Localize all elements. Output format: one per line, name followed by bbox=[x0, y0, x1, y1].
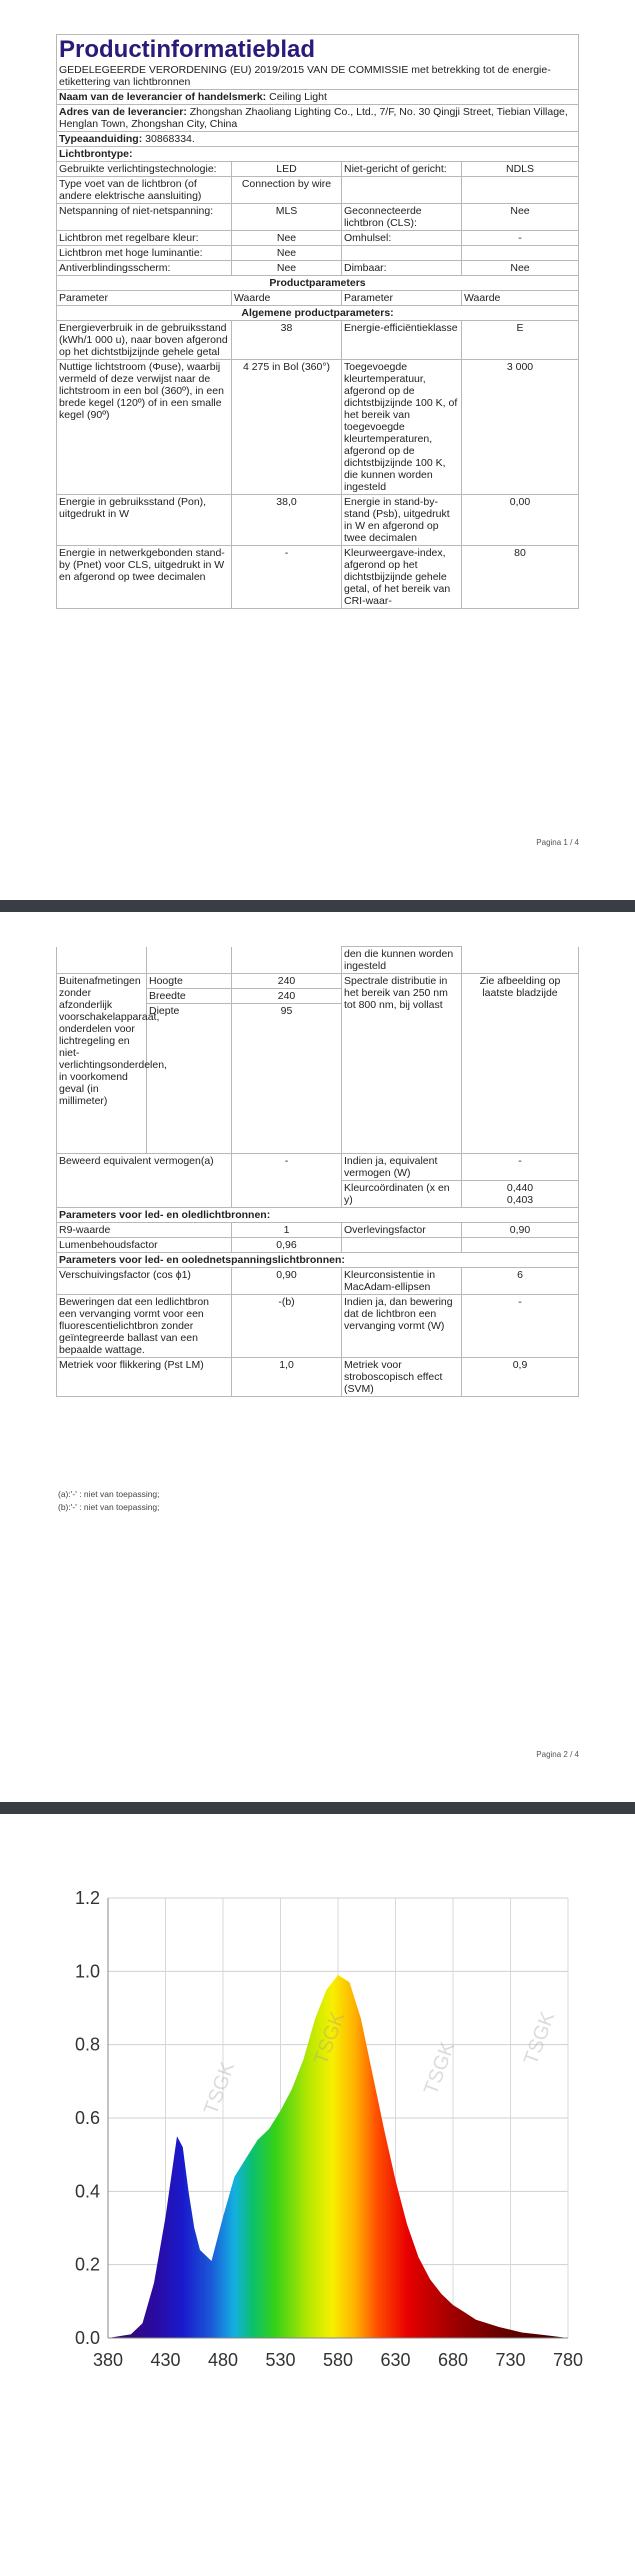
cell: Antiverblindingsscherm: bbox=[57, 261, 232, 276]
watermark-text: TSGK bbox=[420, 2039, 460, 2098]
r9-label: R9-waarde bbox=[57, 1223, 232, 1238]
strobo-label: Metriek voor stroboscopisch effect (SVM) bbox=[342, 1358, 462, 1397]
sheet-frame bbox=[56, 946, 578, 1397]
cell bbox=[462, 246, 579, 261]
x-tick-label: 480 bbox=[207, 2350, 239, 2370]
cell: Energieverbruik in de gebruiksstand (kWh/1 000 u), naar boven afgerond op het dichtstbijzijnde gehele getal bbox=[57, 321, 232, 360]
x-tick-label: 430 bbox=[150, 2350, 181, 2370]
flicker-value: 1,0 bbox=[232, 1358, 342, 1397]
replace-label: Beweringen dat een ledlichtbron een vervanging vormt voor een fluorescentielichtbron zonder geïntegreerde ballast van een bepaalde wattage. bbox=[57, 1295, 232, 1358]
cell: - bbox=[462, 231, 579, 246]
type-label: Typeaanduiding: bbox=[59, 133, 143, 145]
shift-label: Verschuivingsfactor (cos ϕ1) bbox=[57, 1268, 232, 1295]
cell: Geconnecteerde lichtbron (CLS): bbox=[342, 204, 462, 231]
table-row bbox=[57, 246, 579, 261]
survival-label: Overlevingsfactor bbox=[342, 1223, 462, 1238]
page-number: Pagina 1 / 4 bbox=[536, 838, 579, 847]
supplier-address-label: Adres van de leverancier: bbox=[59, 106, 187, 118]
supplier-name: Ceiling Light bbox=[269, 91, 327, 103]
col-value: Waarde bbox=[462, 291, 579, 306]
page-separator bbox=[0, 900, 635, 912]
cell: 3 000 bbox=[462, 360, 579, 495]
general-params-heading: Algemene productparameters: bbox=[57, 306, 579, 321]
y-tick-label: 0.0 bbox=[74, 2328, 100, 2348]
table-row bbox=[57, 321, 579, 360]
cell: Nuttige lichtstroom (Φuse), waarbij vermeld of deze verwijst naar de lichtstroom in een bol (360º), in een brede kegel (120º) of in een smalle kegel (90º) bbox=[57, 360, 232, 495]
cell: Niet-gericht of gericht: bbox=[342, 162, 462, 177]
x-tick-label: 630 bbox=[380, 2350, 411, 2370]
cell: Omhulsel: bbox=[342, 231, 462, 246]
watermarks bbox=[200, 2008, 560, 2117]
cell: Connection by wire bbox=[232, 177, 342, 204]
table-row bbox=[57, 231, 579, 246]
table-row bbox=[57, 546, 579, 609]
mains-params-heading: Parameters voor led- en oolednetspanningslichtbronnen: bbox=[57, 1253, 579, 1268]
cell: Nee bbox=[232, 246, 342, 261]
footnote-a: (a):'-' : niet van toepassing; bbox=[58, 1489, 160, 1499]
dim-label: Breedte bbox=[147, 989, 232, 1004]
y-tick-label: 1.0 bbox=[74, 1961, 100, 1982]
cell: Toegevoegde kleurtemperatuur, afgerond op de dichtstbijzijnde 100 K, of het bereik van toegevoegde kleurtemperaturen, afgerond op de dichtstbijzijnde 100 K, die kunnen worden ingesteld bbox=[342, 360, 462, 495]
cell bbox=[342, 177, 462, 204]
col-value: Waarde bbox=[232, 291, 342, 306]
page-number: Pagina 2 / 4 bbox=[536, 1750, 579, 1759]
table-row bbox=[57, 162, 579, 177]
cell: Type voet van de lichtbron (of andere elektrische aansluiting) bbox=[57, 177, 232, 204]
equiv-value: - bbox=[462, 1154, 579, 1181]
macadam-value: 6 bbox=[462, 1268, 579, 1295]
lightsource-label: Lichtbrontype: bbox=[57, 147, 579, 162]
page-2 bbox=[0, 912, 635, 1802]
r9-value: 1 bbox=[232, 1223, 342, 1238]
cell: Dimbaar: bbox=[342, 261, 462, 276]
dim-label: Hoogte bbox=[147, 974, 232, 989]
watermark-text: TSGK bbox=[310, 2009, 350, 2068]
cell: Energie in gebruiksstand (Pon), uitgedrukt in W bbox=[57, 495, 232, 546]
page-1 bbox=[0, 0, 635, 900]
cell: Nee bbox=[462, 261, 579, 276]
dim-value: 240 bbox=[232, 974, 342, 989]
cell: E bbox=[462, 321, 579, 360]
table-row bbox=[57, 360, 579, 495]
flicker-label: Metriek voor flikkering (Pst LM) bbox=[57, 1358, 232, 1397]
cell: 4 275 in Bol (360°) bbox=[232, 360, 342, 495]
survival-value: 0,90 bbox=[462, 1223, 579, 1238]
cell: Netspanning of niet-netspanning: bbox=[57, 204, 232, 231]
lumen-value: 0,96 bbox=[232, 1238, 342, 1253]
cell: 38 bbox=[232, 321, 342, 360]
spectral-value: Zie afbeelding op laatste bladzijde bbox=[462, 974, 579, 1154]
watermark-text: TSGK bbox=[200, 2059, 240, 2118]
x-tick-label: 380 bbox=[92, 2350, 124, 2370]
equiv-label: Indien ja, equivalent vermogen (W) bbox=[342, 1154, 462, 1181]
sheet-frame bbox=[56, 34, 578, 609]
dim-value: 95 bbox=[232, 1004, 342, 1154]
cell: NDLS bbox=[462, 162, 579, 177]
led-params-heading: Parameters voor led- en oledlichtbronnen: bbox=[57, 1208, 579, 1223]
x-tick-label: 530 bbox=[265, 2350, 296, 2370]
claim-value: - bbox=[232, 1154, 342, 1208]
page-separator bbox=[0, 1802, 635, 1814]
cell: LED bbox=[232, 162, 342, 177]
watermark-text: TSGK bbox=[520, 2009, 560, 2068]
lumen-label: Lumenbehoudsfactor bbox=[57, 1238, 232, 1253]
cell: Lichtbron met hoge luminantie: bbox=[57, 246, 232, 261]
table-row bbox=[57, 204, 579, 231]
replace-ifyes-value: - bbox=[462, 1295, 579, 1358]
claim-label: Beweerd equivalent vermogen(a) bbox=[57, 1154, 232, 1208]
x-tick-label: 730 bbox=[495, 2350, 526, 2370]
footnote-b: (b):'-' : niet van toepassing; bbox=[58, 1502, 160, 1512]
y-tick-label: 0.4 bbox=[74, 2181, 100, 2202]
col-param: Parameter bbox=[57, 291, 232, 306]
cell: Nee bbox=[232, 261, 342, 276]
cell: Energie in stand-by-stand (Psb), uitgedrukt in W en afgerond op twee decimalen bbox=[342, 495, 462, 546]
spectral-distribution-chart bbox=[56, 1866, 584, 2386]
replace-value: -(b) bbox=[232, 1295, 342, 1358]
chroma-y: 0,403 bbox=[506, 1194, 534, 1206]
table-row bbox=[57, 177, 579, 204]
replace-ifyes-label: Indien ja, dan bewering dat de lichtbron een vervanging vormt (W) bbox=[342, 1295, 462, 1358]
cell: Nee bbox=[232, 231, 342, 246]
type-value: 30868334. bbox=[145, 133, 195, 145]
carry-text: den die kunnen worden ingesteld bbox=[342, 947, 462, 974]
strobo-value: 0,9 bbox=[462, 1358, 579, 1397]
cell: Energie in netwerkgebonden stand-by (Pnet) voor CLS, uitgedrukt in W en afgerond op twee decimalen bbox=[57, 546, 232, 609]
spectral-label: Spectrale distributie in het bereik van 250 nm tot 800 nm, bij vollast bbox=[342, 974, 462, 1154]
y-tick-label: 0.2 bbox=[74, 2254, 100, 2275]
cell: Lichtbron met regelbare kleur: bbox=[57, 231, 232, 246]
y-tick-label: 1.2 bbox=[74, 1888, 100, 1908]
cell: 38,0 bbox=[232, 495, 342, 546]
cell: Kleurweergave-index, afgerond op het dichtstbijzijnde gehele getal, of het bereik van CRI-waar- bbox=[342, 546, 462, 609]
x-tick-label: 580 bbox=[322, 2350, 354, 2370]
x-tick-label: 680 bbox=[437, 2350, 469, 2370]
y-tick-label: 0.8 bbox=[74, 2034, 100, 2055]
chroma-x: 0,440 bbox=[506, 1182, 534, 1194]
dim-value: 240 bbox=[232, 989, 342, 1004]
product-params-heading: Productparameters bbox=[57, 276, 579, 291]
info-table-1 bbox=[56, 34, 579, 609]
cell: 0,00 bbox=[462, 495, 579, 546]
chroma-label: Kleurcoördinaten (x en y) bbox=[342, 1181, 462, 1208]
cell: MLS bbox=[232, 204, 342, 231]
cell: Gebruikte verlichtingstechnologie: bbox=[57, 162, 232, 177]
table-row bbox=[57, 261, 579, 276]
info-table-2 bbox=[56, 946, 579, 1397]
macadam-label: Kleurconsistentie in MacAdam-ellipsen bbox=[342, 1268, 462, 1295]
x-tick-label: 780 bbox=[552, 2350, 584, 2370]
cell bbox=[342, 246, 462, 261]
dim-label: Diepte bbox=[147, 1004, 232, 1154]
supplier-address: Zhongshan Zhaoliang Lighting Co., Ltd., 7/F, No. 30 Qingji Street, Tiebian Village, Henglan Town, Zhongshan City, China bbox=[59, 106, 568, 130]
cell: - bbox=[232, 546, 342, 609]
regulation-text: GEDELEGEERDE VERORDENING (EU) 2019/2015 VAN DE COMMISSIE met betrekking tot de energie-etikettering van lichtbronnen bbox=[59, 64, 551, 88]
cell: Nee bbox=[462, 204, 579, 231]
shift-value: 0,90 bbox=[232, 1268, 342, 1295]
footnotes bbox=[58, 1488, 160, 1514]
cell bbox=[462, 177, 579, 204]
outer-dimensions-label: Buitenafmetingen zonder afzonderlijk voorschakelapparaat, onderdelen voor lichtregeling en niet-verlichtingsonderdelen, in voorkomend geval (in millimeter) bbox=[57, 974, 147, 1154]
cell: Energie-efficiëntieklasse bbox=[342, 321, 462, 360]
y-tick-label: 0.6 bbox=[74, 2108, 100, 2128]
page-title: Productinformatieblad bbox=[59, 36, 316, 63]
supplier-name-label: Naam van de leverancier of handelsmerk: bbox=[59, 91, 267, 103]
table-row bbox=[57, 495, 579, 546]
col-param: Parameter bbox=[342, 291, 462, 306]
cell: 80 bbox=[462, 546, 579, 609]
